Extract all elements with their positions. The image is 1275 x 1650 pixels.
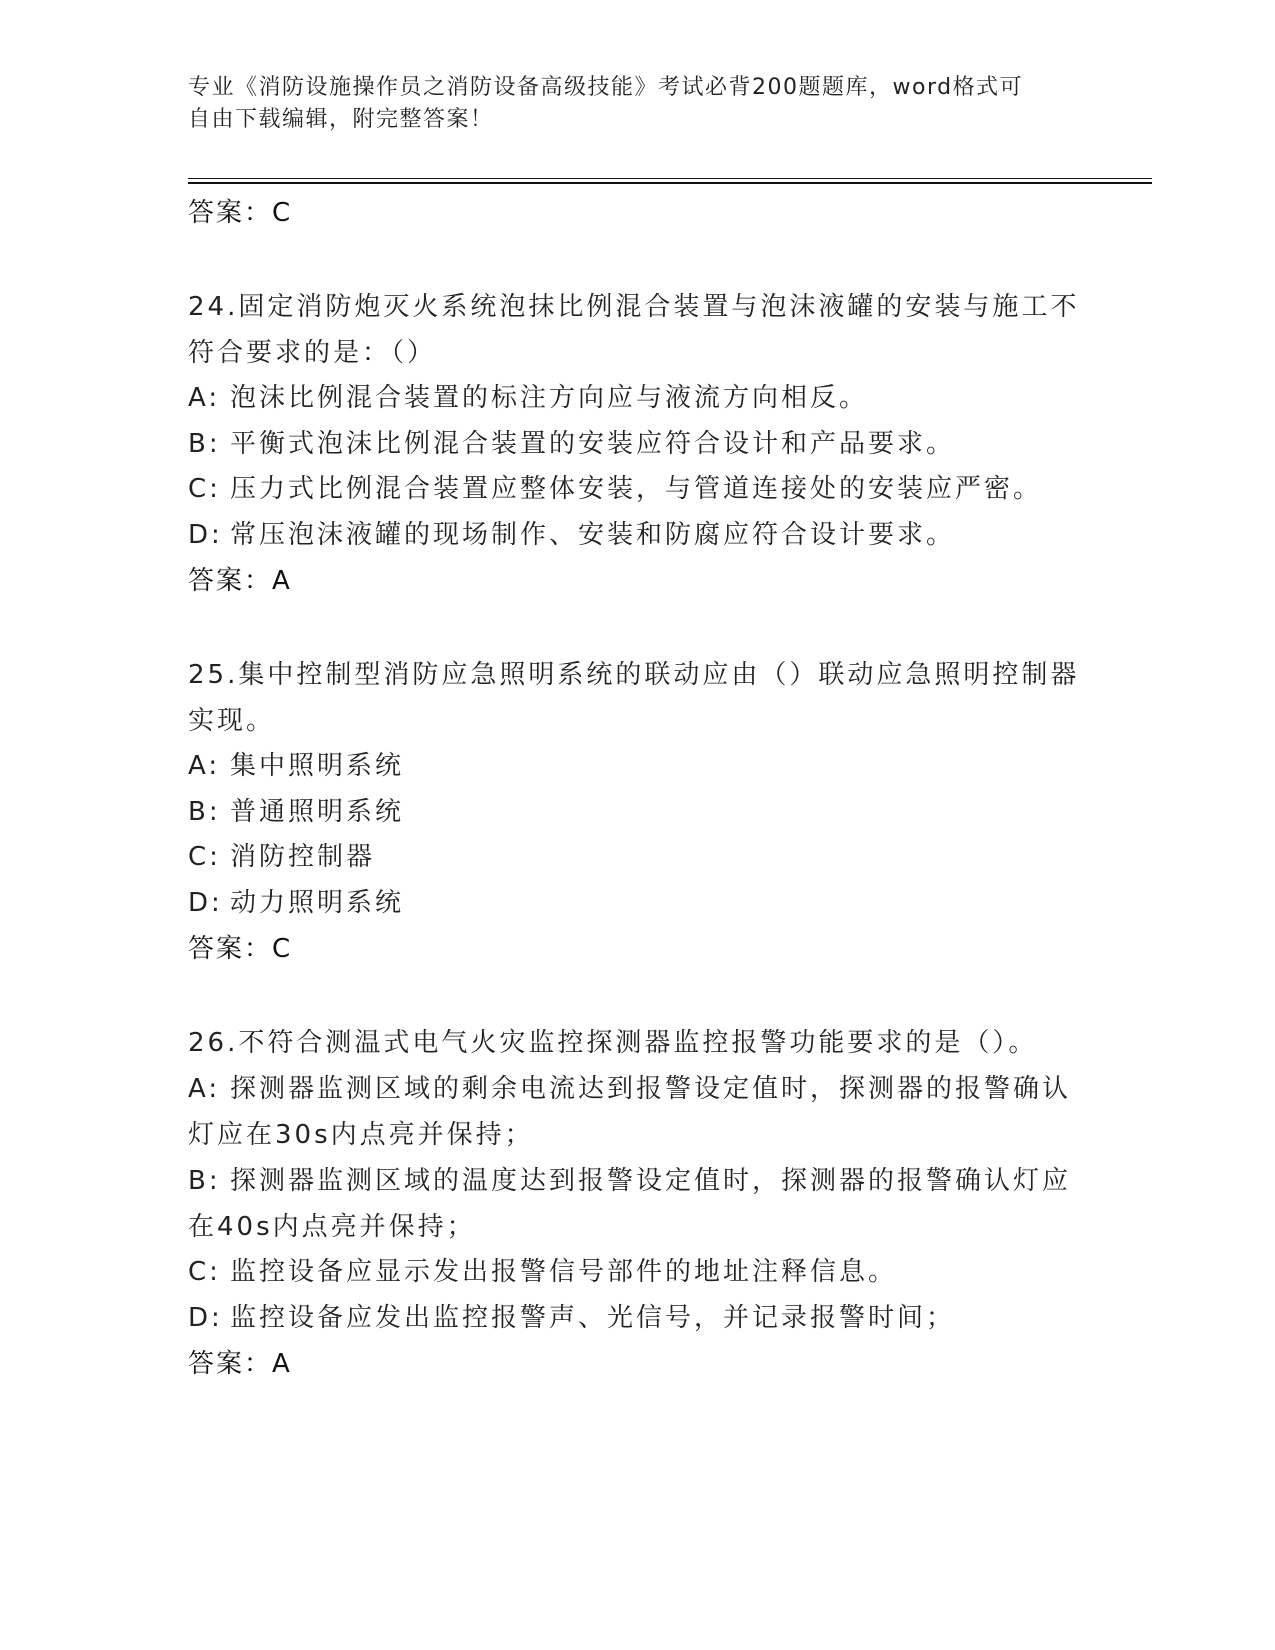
question-25 [188, 652, 1088, 972]
question-stem-line-1: 24.固定消防炮灭火系统泡抹比例混合装置与泡沫液罐的安装与施工不 [188, 292, 1080, 322]
spacer [188, 604, 1088, 652]
option-text-line-2: 在40s内点亮并保持； [188, 1212, 476, 1242]
option-a [188, 744, 1088, 790]
answer-line: 答案：A [188, 1349, 292, 1379]
option-b [188, 1158, 1088, 1250]
option-d [188, 513, 1088, 559]
option-label: A: [188, 383, 221, 413]
document-header [188, 72, 1068, 136]
option-label: C: [188, 1257, 221, 1287]
option-text: 压力式比例混合装置应整体安装，与管道连接处的安装应严密。 [230, 474, 1043, 504]
option-text-line-1: 探测器监测区域的剩余电流达到报警设定值时，探测器的报警确认 [230, 1074, 1072, 1104]
question-26 [188, 1020, 1088, 1387]
option-text-line-2: 灯应在30s内点亮并保持； [188, 1120, 534, 1150]
option-label: D: [188, 887, 223, 918]
option-label: B: [188, 428, 221, 459]
option-label: D: [188, 519, 223, 550]
option-d [188, 881, 1088, 927]
spacer [188, 236, 1088, 284]
option-text: 动力照明系统 [230, 887, 405, 918]
answer-line: 答案：C [188, 934, 293, 964]
option-label: C: [188, 474, 221, 504]
option-c [188, 467, 1088, 513]
question-stem [188, 1020, 1088, 1066]
spacer [188, 972, 1088, 1020]
option-label: D: [188, 1302, 223, 1333]
option-text-line-1: 探测器监测区域的温度达到报警设定值时，探测器的报警确认灯应 [230, 1166, 1072, 1196]
option-a [188, 1066, 1088, 1158]
question-stem-line-2: 实现。 [188, 706, 276, 736]
option-b [188, 422, 1088, 468]
question-stem-line-1: 25.集中控制型消防应急照明系统的联动应由（）联动应急照明控制器 [188, 660, 1080, 690]
header-line-2: 自由下载编辑，附完整答案！ [188, 107, 494, 132]
option-label: A: [188, 751, 221, 781]
option-text: 普通照明系统 [230, 796, 405, 827]
header-divider-thin [188, 178, 1152, 179]
question-stem [188, 652, 1088, 744]
option-d [188, 1296, 1088, 1342]
option-label: B: [188, 1166, 221, 1196]
question-list [188, 190, 1088, 1387]
header-line-1: 专业《消防设施操作员之消防设备高级技能》考试必背200题题库，word格式可 [188, 75, 1024, 100]
option-label: C: [188, 842, 221, 872]
option-text: 泡沫比例混合装置的标注方向应与液流方向相反。 [230, 383, 869, 413]
option-text: 常压泡沫液罐的现场制作、安装和防腐应符合设计要求。 [230, 519, 956, 550]
answer-line: 答案：A [188, 566, 292, 596]
option-b [188, 790, 1088, 836]
option-text: 平衡式泡沫比例混合装置的安装应符合设计和产品要求。 [230, 428, 956, 459]
option-a [188, 376, 1088, 422]
option-c [188, 1250, 1088, 1296]
option-text: 消防控制器 [230, 842, 376, 872]
question-stem [188, 284, 1088, 376]
option-text: 监控设备应显示发出报警信号部件的地址注释信息。 [230, 1257, 898, 1287]
answer-line-prev: 答案：C [188, 198, 293, 228]
question-stem-line-1: 26.不符合测温式电气火灾监控探测器监控报警功能要求的是（）。 [188, 1028, 1038, 1058]
header-divider-thick [188, 182, 1152, 184]
option-text: 集中照明系统 [230, 751, 405, 781]
option-label: A: [188, 1074, 221, 1104]
option-text: 监控设备应发出监控报警声、光信号，并记录报警时间； [230, 1302, 956, 1333]
question-24 [188, 284, 1088, 604]
option-c [188, 835, 1088, 881]
option-label: B: [188, 796, 221, 827]
question-stem-line-2: 符合要求的是：（） [188, 338, 437, 368]
